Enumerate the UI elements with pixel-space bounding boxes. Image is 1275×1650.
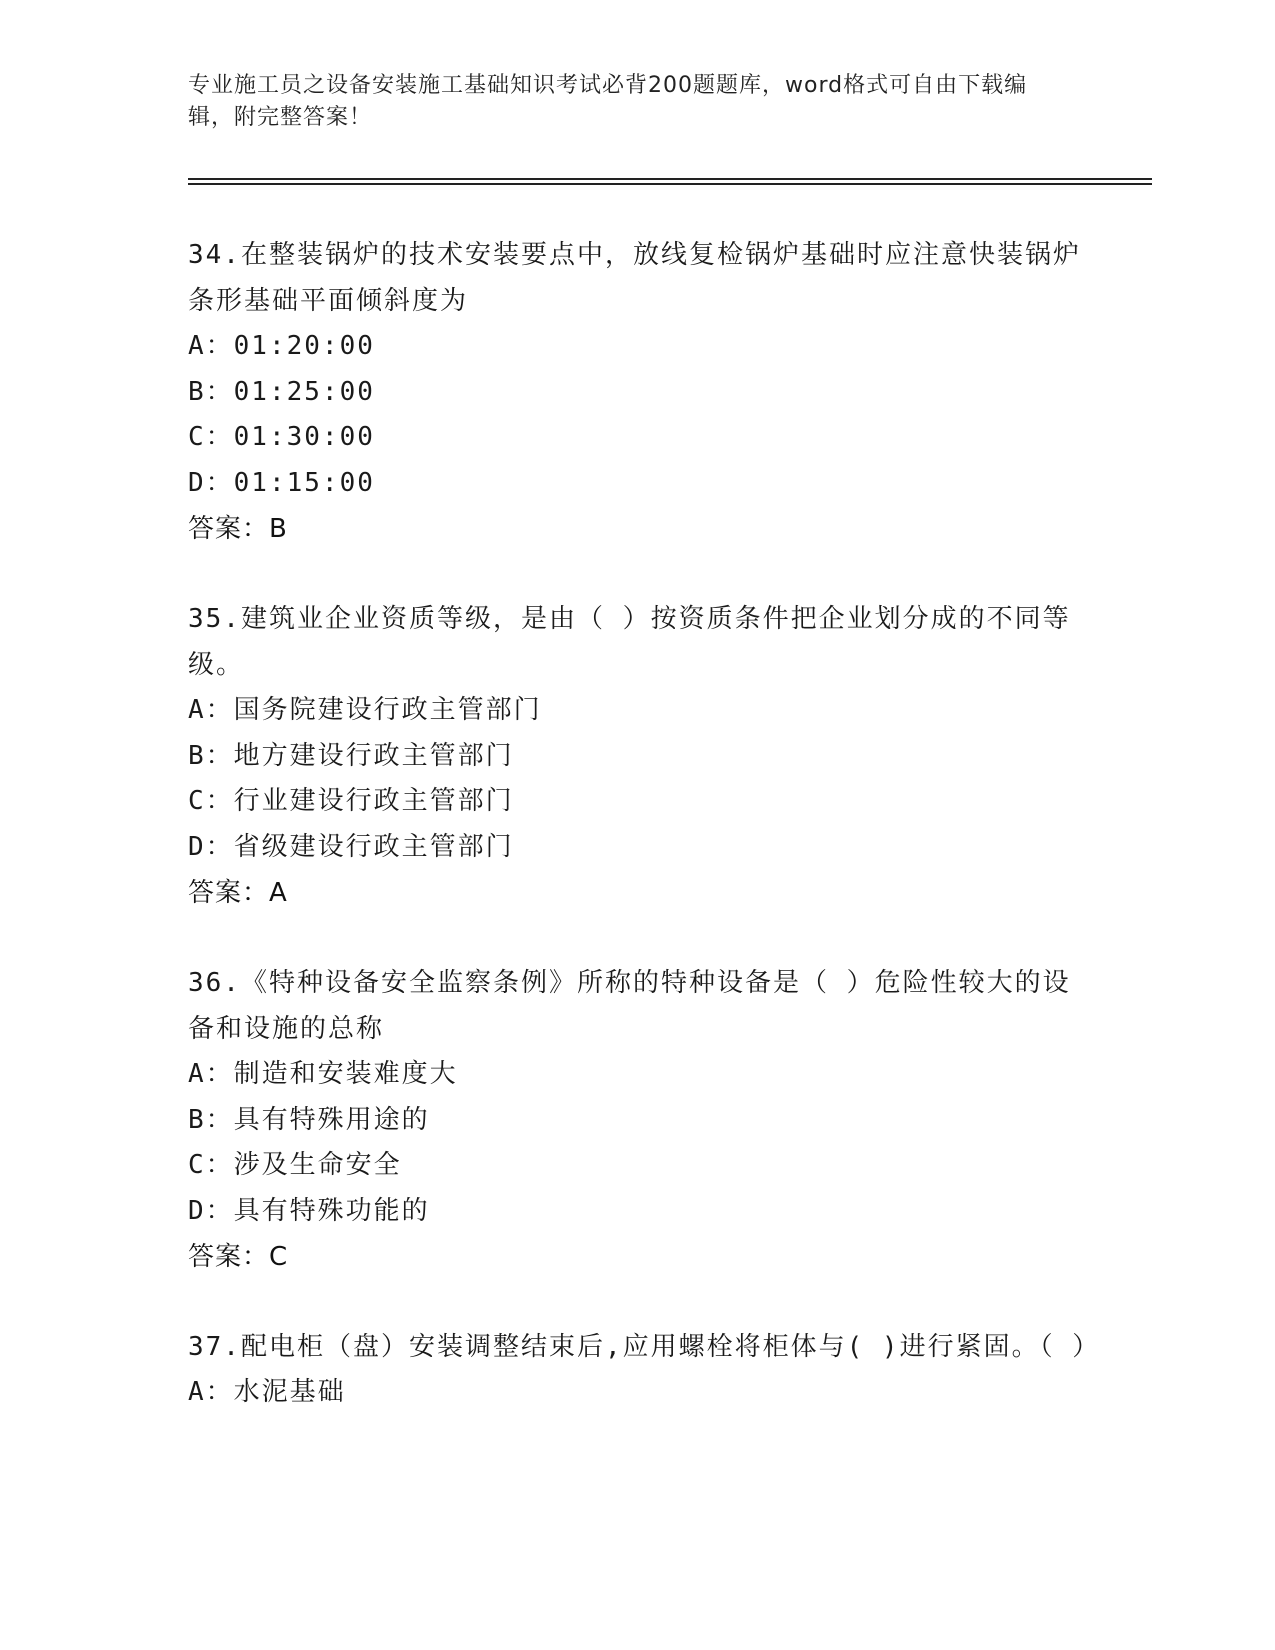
option-b: B：地方建设行政主管部门 <box>188 740 514 771</box>
option-c: C：01:30:00 <box>188 422 375 452</box>
question-stem: 34.在整装锅炉的技术安装要点中，放线复检锅炉基础时应注意快装锅炉条形基础平面倾斜度为 <box>188 240 1081 316</box>
option-b: B：01:25:00 <box>188 376 375 407</box>
header-divider-top <box>188 178 1152 180</box>
option-d: D：具有特殊功能的 <box>188 1195 430 1226</box>
option-c: C：行业建设行政主管部门 <box>188 786 514 816</box>
document-header: 专业施工员之设备安装施工基础知识考试必背200题题库，word格式可自由下载编辑，附完整答案！ <box>188 73 1028 130</box>
option-d: D：省级建设行政主管部门 <box>188 831 514 862</box>
header-divider-bottom <box>188 183 1152 185</box>
option-b: B：具有特殊用途的 <box>188 1104 430 1135</box>
option-d: D：01:15:00 <box>188 467 375 498</box>
answer-line: 答案：C <box>188 1242 289 1272</box>
question-35 <box>188 596 1088 916</box>
option-c: C：涉及生命安全 <box>188 1150 402 1180</box>
question-stem: 35.建筑业企业资质等级，是由（ ）按资质条件把企业划分成的不同等级。 <box>188 604 1071 680</box>
option-a: A：01:20:00 <box>188 331 375 361</box>
answer-line: 答案：B <box>188 514 288 544</box>
question-37 <box>188 1324 1101 1416</box>
question-stem: 37.配电柜（盘）安装调整结束后,应用螺栓将柜体与( )进行紧固。（ ） <box>188 1332 1101 1362</box>
answer-line: 答案：A <box>188 878 288 908</box>
question-36 <box>188 960 1088 1280</box>
option-a: A：国务院建设行政主管部门 <box>188 695 542 725</box>
question-34 <box>188 232 1088 552</box>
option-a: A：水泥基础 <box>188 1377 346 1407</box>
option-a: A：制造和安装难度大 <box>188 1059 458 1089</box>
question-stem: 36.《特种设备安全监察条例》所称的特种设备是（ ）危险性较大的设备和设施的总称 <box>188 968 1071 1044</box>
